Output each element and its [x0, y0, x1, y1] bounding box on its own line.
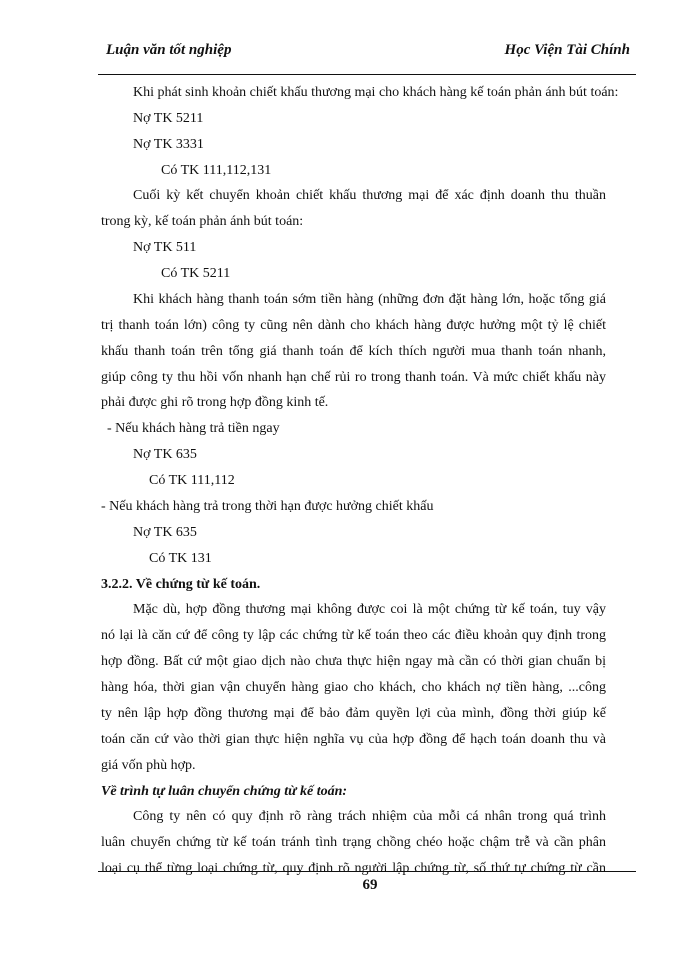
text-line: Khi khách hàng thanh toán sớm tiền hàng (những đơn đặt hàng lớn, hoặc tổng giá — [133, 292, 606, 307]
bullet-line: - Nếu khách hàng trả tiền ngay — [107, 421, 280, 436]
entry-debit: Nợ TK 5211 — [133, 111, 204, 126]
text-line: Cuối kỳ kết chuyển khoản chiết khấu thương mại để xác định doanh thu thuần — [133, 188, 606, 203]
entry-credit: Có TK 131 — [149, 551, 212, 566]
entry-credit: Có TK 111,112 — [149, 473, 235, 488]
entry-credit: Có TK 5211 — [161, 266, 231, 281]
text-line: ty nên lập hợp đồng thương mại để bảo đảm quyền lợi của mình, đồng thời giúp kế — [101, 706, 606, 721]
text-line: giá vốn phù hợp. — [101, 758, 196, 773]
text-line: phải được ghi rõ trong hợp đồng kinh tế. — [101, 395, 329, 410]
text-line: Khi phát sinh khoản chiết khấu thương mại cho khách hàng kế toán phản ánh bút toán: — [133, 85, 619, 100]
section-heading: 3.2.2. Về chứng từ kế toán. — [101, 577, 261, 592]
text-line: toán căn cứ vào thời gian thực hiện nghĩa vụ của hợp đồng để hạch toán doanh thu và — [101, 732, 606, 747]
entry-debit: Nợ TK 635 — [133, 525, 197, 540]
bullet-line: - Nếu khách hàng trả trong thời hạn được hưởng chiết khấu — [101, 499, 434, 514]
text-line: hàng hóa, thời gian vận chuyển hàng giao cho khách, cho khách nợ tiền hàng, ...công — [101, 680, 606, 695]
text-line: luân chuyển chứng từ kế toán tránh tình trạng chồng chéo hoặc chậm trễ và cần phân — [101, 835, 606, 850]
footer-divider — [98, 871, 636, 872]
header-thesis-title: Luận văn tốt nghiệp — [106, 42, 232, 58]
text-line: Mặc dù, hợp đồng thương mại không được coi là một chứng từ kế toán, tuy vậy — [133, 602, 606, 617]
text-line: trong kỳ, kế toán phản ánh bút toán: — [101, 214, 304, 229]
text-line: hợp đồng. Bất cứ một giao dịch nào chưa thực hiện ngay mà cần có thời gian chuẩn bị — [101, 654, 606, 669]
text-line: loại cụ thể từng loại chứng từ, quy định rõ người lập chứng từ, số thứ tự chứng từ cần — [101, 861, 606, 876]
subsection-heading: Về trình tự luân chuyển chứng từ kế toán: — [101, 784, 348, 799]
page-number: 69 — [362, 877, 378, 893]
entry-credit: Có TK 111,112,131 — [161, 163, 272, 178]
entry-debit: Nợ TK 3331 — [133, 137, 204, 152]
text-line: trị thanh toán lớn) công ty cũng nên dành cho khách hàng được hưởng một tỷ lệ chiết — [101, 318, 606, 333]
header-institution: Học Viện Tài Chính — [504, 42, 630, 58]
header-divider — [98, 74, 636, 75]
text-line: nó lại là căn cứ để công ty lập các chứng từ kế toán theo các điều khoản quy định trong — [101, 628, 606, 643]
entry-debit: Nợ TK 511 — [133, 240, 197, 255]
entry-debit: Nợ TK 635 — [133, 447, 197, 462]
text-line: Công ty nên có quy định rõ ràng trách nhiệm của mỗi cá nhân trong quá trình — [133, 809, 606, 824]
text-line: khấu thanh toán trên tổng giá thanh toán để kích thích người mua thanh toán nhanh, — [101, 344, 606, 359]
text-line: giúp công ty thu hồi vốn nhanh hạn chế rủi ro trong thanh toán. Và mức chiết khấu này — [101, 370, 606, 385]
